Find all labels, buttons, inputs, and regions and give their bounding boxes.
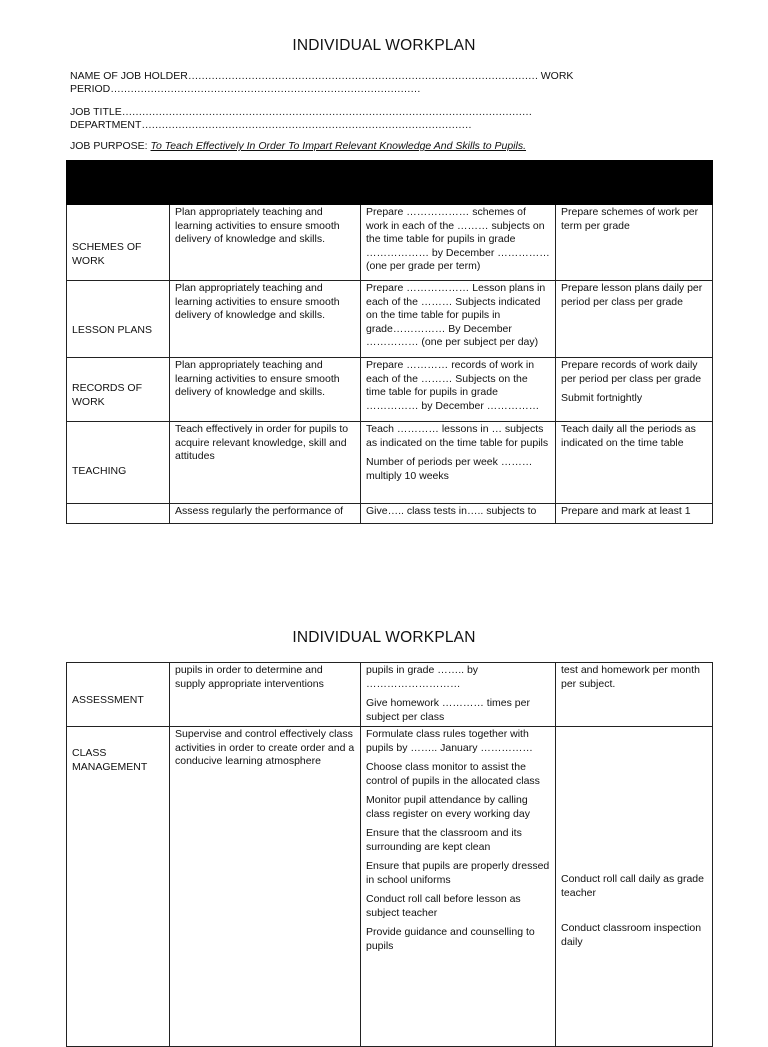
objective-cell: Plan appropriately teaching and learning activities to ensure smooth delivery of knowledge and skills. [170,205,361,281]
key-area-cell: LESSON PLANS [67,281,170,358]
target-item: Give….. class tests in….. subjects to [366,505,537,517]
indicator-item: Conduct roll call daily as grade teacher [561,873,704,899]
targets-cell [361,358,556,422]
targets-cell [361,205,556,281]
job-title-line [70,106,532,119]
name-of-job-holder-line [70,70,573,83]
period-line [70,83,420,96]
indicator-item: Submit fortnightly [561,392,643,404]
table-row [67,281,713,358]
targets-cell [361,663,556,727]
targets-cell [361,422,556,504]
targets-cell [361,727,556,1047]
targets-cell [361,504,556,524]
indicators-cell [556,727,713,1047]
job-title-dots: …………………………………………………………………………………………………………… [121,106,532,118]
key-area-cell: RECORDS OF WORK [67,358,170,422]
workplan-table-page2 [66,662,713,1047]
job-title-label: JOB TITLE [70,106,122,118]
target-item: Give homework ………… times per subject per class [366,697,530,723]
table-row [67,422,713,504]
target-item: Ensure that pupils are properly dressed in school uniforms [366,860,550,886]
table-row [67,205,713,281]
key-area-cell: CLASS MANAGEMENT [67,727,170,1047]
target-item: Monitor pupil attendance by calling class register on every working day [366,794,530,820]
indicator-item: Conduct classroom inspection daily [561,922,702,948]
department-label: DEPARTMENT [70,119,142,131]
indicator-item: Prepare and mark at least 1 [561,505,691,517]
objective-cell: Plan appropriately teaching and learning activities to ensure smooth delivery of knowledge and skills. [170,281,361,358]
table-header-bar [67,161,713,205]
target-item: Prepare ……………… Lesson plans in each of the ……… Subjects indicated on the time table for pupils in grade…………… By December …………… (one per subject per day) [366,282,546,348]
table-row [67,504,713,524]
table-row [67,663,713,727]
indicators-cell [556,205,713,281]
indicator-item: Prepare records of work daily per period per class per grade [561,359,702,385]
purpose-label: JOB PURPOSE: [70,140,151,152]
objective-cell: pupils in order to determine and supply appropriate interventions [170,663,361,727]
target-item: Prepare ……………… schemes of work in each of the ……… subjects on the time table for pupils in grade ……………… by December ……………(one per grade per term) [366,206,550,272]
indicators-cell [556,663,713,727]
indicators-cell [556,422,713,504]
indicators-cell [556,358,713,422]
page-title: INDIVIDUAL WORKPLAN [292,37,476,54]
indicators-cell [556,281,713,358]
target-item: Prepare ………… records of work in each of the ……… Subjects on the time table for pupils in grade …………… by December …………… [366,359,540,412]
period-dots: ………………………………………………………………………………… [110,83,421,95]
job-purpose-line [70,140,526,153]
work-label: WORK [537,70,574,82]
page-title: INDIVIDUAL WORKPLAN [292,629,476,646]
name-dots: …………………………………………………………………………………………… [187,70,538,82]
targets-cell [361,281,556,358]
indicator-item: Prepare schemes of work per term per grade [561,206,699,232]
objective-cell: Supervise and control effectively class activities in order to create order and a conducive learning atmosphere [170,727,361,1047]
objective-cell: Assess regularly the performance of [170,504,361,524]
key-area-cell [67,504,170,524]
department-dots: ……………………………………………………………………………………… [141,119,472,131]
key-area-cell: SCHEMES OF WORK [67,205,170,281]
department-line [70,119,471,132]
black-header-cell [67,161,713,205]
key-area-cell: ASSESSMENT [67,663,170,727]
indicator-item: Prepare lesson plans daily per period per class per grade [561,282,703,308]
purpose-text: To Teach Effectively In Order To Impart Relevant Knowledge And Skills to Pupils. [150,140,527,152]
workplan-table-page1 [66,160,713,524]
target-item: Formulate class rules together with pupils by …….. January …………… [366,728,533,754]
target-item: Ensure that the classroom and its surrounding are kept clean [366,827,522,853]
indicator-item: test and homework per month per subject. [561,664,700,690]
target-item: Conduct roll call before lesson as subject teacher [366,893,521,919]
period-label: PERIOD [70,83,111,95]
target-item: Teach ………… lessons in … subjects as indicated on the time table for pupils [366,423,549,449]
target-item: Choose class monitor to assist the control of pupils in the allocated class [366,761,540,787]
table-row [67,358,713,422]
name-label: NAME OF JOB HOLDER [70,70,188,82]
objective-cell: Teach effectively in order for pupils to acquire relevant knowledge, skill and attitudes [170,422,361,504]
target-item: Number of periods per week ……… multiply 10 weeks [366,456,533,482]
target-item: pupils in grade …….. by ……………………… [366,664,479,690]
table-row [67,727,713,1047]
objective-cell: Plan appropriately teaching and learning activities to ensure smooth delivery of knowledge and skills. [170,358,361,422]
target-item: Provide guidance and counselling to pupils [366,926,535,952]
indicators-cell [556,504,713,524]
key-area-cell: TEACHING [67,422,170,504]
indicator-item: Teach daily all the periods as indicated on the time table [561,423,696,449]
